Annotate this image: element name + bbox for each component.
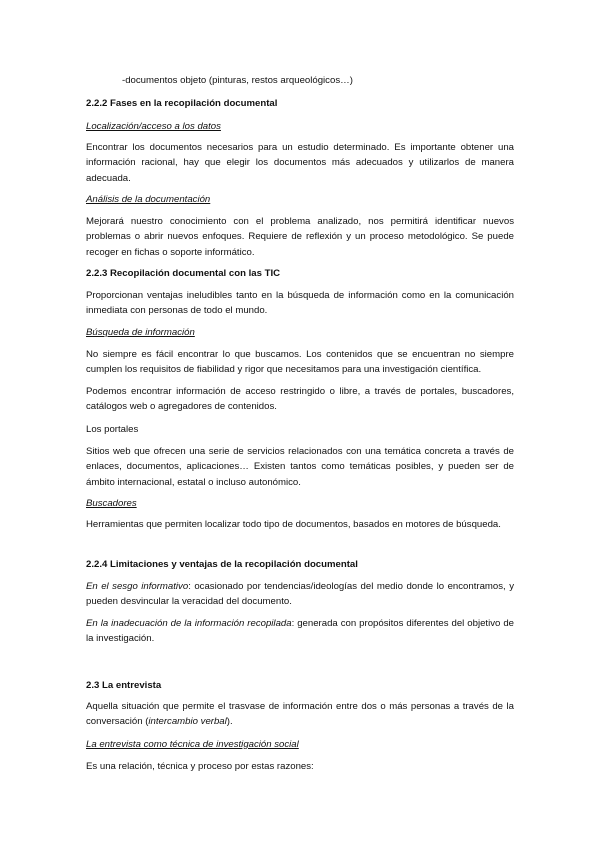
paragraph bbox=[86, 616, 514, 647]
italic-phrase: En el sesgo informativo bbox=[86, 581, 189, 592]
italic-phrase: En la inadecuación de la información recopilada bbox=[86, 618, 292, 629]
paragraph bbox=[86, 579, 514, 610]
text-run: : ocasionado por tendencias/ideologías del medio donde lo encontramos, y pueden desvincular la veracidad del documento. bbox=[86, 581, 514, 608]
paragraph: Encontrar los documentos necesarios para un estudio determinado. Es importante obtener una información racional, hay que elegir los documentos más adecuados y utilizarlos de manera adecuada. bbox=[86, 142, 514, 184]
subheading-analisis: Análisis de la documentación bbox=[86, 194, 211, 205]
text-run: : generada con propósitos diferentes del objetivo de la investigación. bbox=[86, 618, 514, 645]
paragraph bbox=[86, 699, 514, 730]
subheading-entrevista-tecnica: La entrevista como técnica de investigación social bbox=[86, 739, 299, 750]
section-heading-2-3: 2.3 La entrevista bbox=[86, 680, 162, 691]
subheading-localizacion: Localización/acceso a los datos bbox=[86, 121, 221, 132]
text-run: ). bbox=[226, 716, 233, 728]
paragraph-label: Los portales bbox=[86, 424, 139, 435]
paragraph: Herramientas que permiten localizar todo tipo de documentos, basados en motores de búsqueda. bbox=[86, 519, 501, 530]
list-item: -documentos objeto (pinturas, restos arqueológicos…) bbox=[122, 75, 353, 86]
subheading-buscadores: Buscadores bbox=[86, 498, 137, 509]
subheading-busqueda: Búsqueda de información bbox=[86, 327, 195, 338]
section-heading-2-2-3: 2.2.3 Recopilación documental con las TIC bbox=[86, 268, 281, 279]
paragraph: Podemos encontrar información de acceso restringido o libre, a través de portales, buscadores, catálogos web o agregadores de contenidos. bbox=[86, 386, 514, 413]
paragraph: Es una relación, técnica y proceso por estas razones: bbox=[86, 761, 314, 772]
italic-phrase: intercambio verbal bbox=[148, 716, 227, 728]
section-heading-2-2-4: 2.2.4 Limitaciones y ventajas de la recopilación documental bbox=[86, 559, 358, 570]
paragraph: Proporcionan ventajas ineludibles tanto en la búsqueda de información como en la comunicación inmediata con personas de todo el mundo. bbox=[86, 290, 514, 317]
paragraph: No siempre es fácil encontrar lo que buscamos. Los contenidos que se encuentran no siempre cumplen los requisitos de fiabilidad y rigor que necesitamos para una investigación científica. bbox=[86, 349, 514, 376]
paragraph: Sitios web que ofrecen una serie de servicios relacionados con una temática concreta a través de enlaces, documentos, aplicaciones… Existen tantos como temáticas posibles, y pueden ser de ámbito internacional, estatal o incluso autonómico. bbox=[86, 446, 514, 488]
text-run: Aquella situación que permite el trasvase de información entre dos o más personas a través de la conversación ( bbox=[86, 701, 514, 728]
section-heading-2-2-2: 2.2.2 Fases en la recopilación documental bbox=[86, 98, 278, 109]
paragraph: Mejorará nuestro conocimiento con el problema analizado, nos permitirá identificar nuevos problemas o abrir nuevos enfoques. Requiere de reflexión y un proceso metodológico. Se puede recoger en fichas o soporte informático. bbox=[86, 216, 514, 258]
